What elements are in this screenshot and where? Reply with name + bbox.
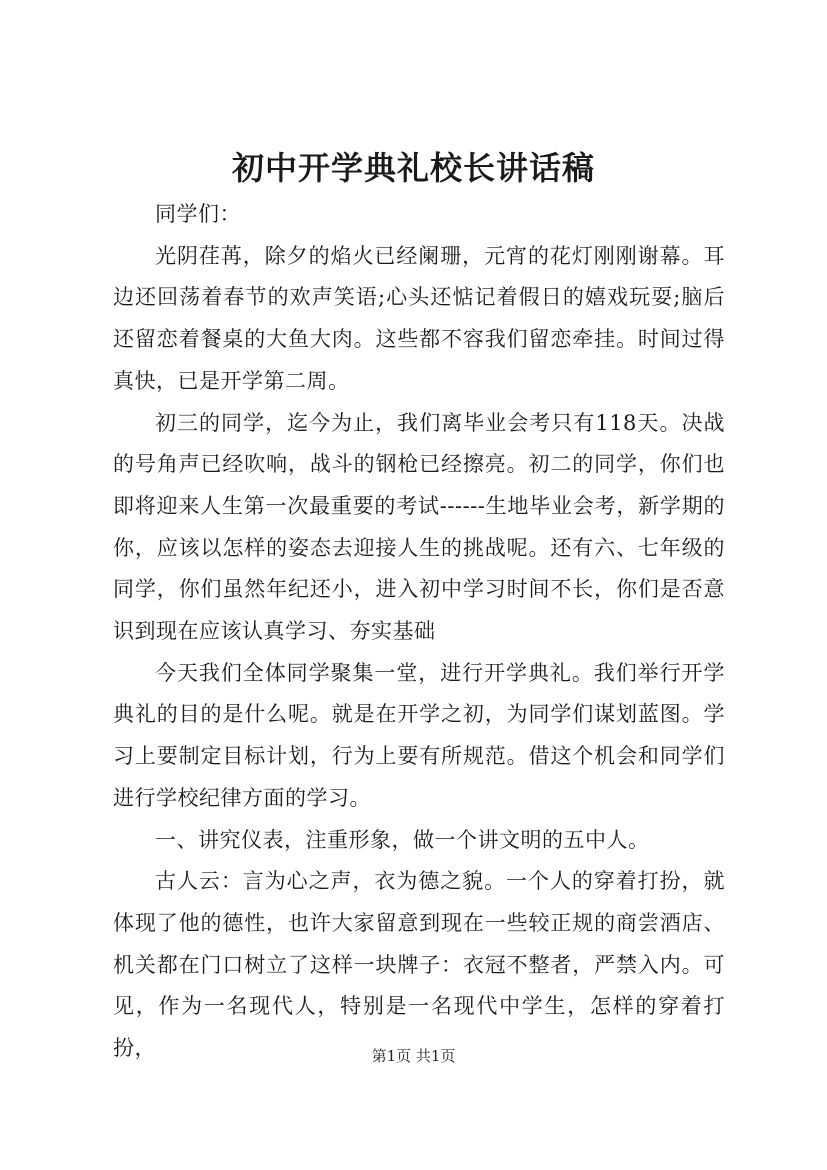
paragraph: 光阴荏苒，除夕的焰火已经阑珊，元宵的花灯刚刚谢幕。耳边还回荡着春节的欢声笑语;心头还惦记着假日的嬉戏玩耍;脑后还留恋着餐桌的大鱼大肉。这些都不容我们留恋牵挂。时间过得真快，已是开学第二周。 [113, 243, 725, 393]
paragraph: 今天我们全体同学聚集一堂，进行开学典礼。我们举行开学典礼的目的是什么呢。就是在开学之初，为同学们谋划蓝图。学习上要制定目标计划，行为上要有所规范。借这个机会和同学们进行学校纪律方面的学习。 [113, 660, 725, 810]
paragraph: 初三的同学，迄今为止，我们离毕业会考只有118天。决战的号角声已经吹响，战斗的钢枪已经擦亮。初二的同学，你们也即将迎来人生第一次最重要的考试------生地毕业会考，新学期的你，应该以怎样的姿态去迎接人生的挑战呢。还有六、七年级的同学，你们虽然年纪还小，进入初中学习时间不长，你们是否意识到现在应该认真学习、夯实基础 [113, 410, 725, 644]
paragraph-greeting: 同学们： [155, 202, 241, 226]
document-body [113, 194, 725, 1070]
section-heading: 一、讲究仪表，注重形象，做一个讲文明的五中人。 [155, 827, 650, 852]
paragraph: 古人云：言为心之声，衣为德之貌。一个人的穿着打扮，就体现了他的德性，也许大家留意到现在一些较正规的商尝酒店、机关都在门口树立了这样一块牌子：衣冠不整者，严禁入内。可见，作为一名现代人，特别是一名现代中学生，怎样的穿着打扮， [113, 869, 725, 1061]
document-title: 初中开学典礼校长讲话稿 [231, 149, 595, 187]
page-number: 第1页 共1页 [371, 1047, 456, 1065]
